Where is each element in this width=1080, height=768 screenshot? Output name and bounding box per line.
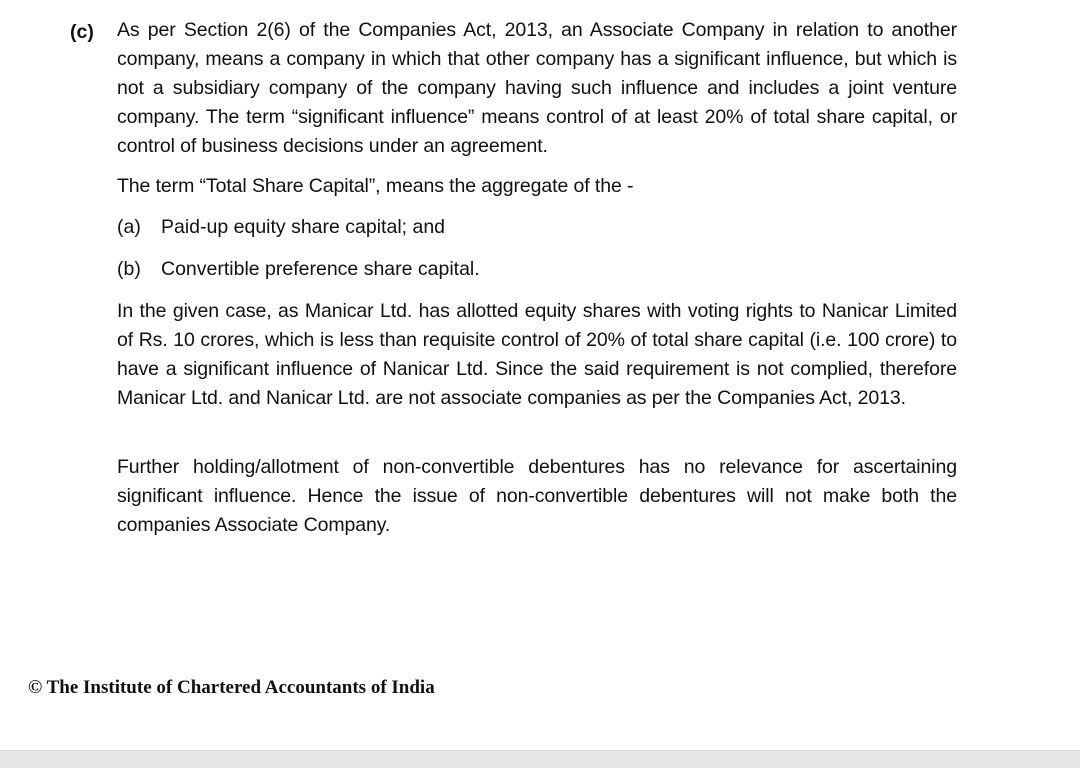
list-text: Convertible preference share capital. bbox=[161, 258, 480, 280]
list-item bbox=[117, 213, 445, 242]
footer-copyright: © The Institute of Chartered Accountants of India bbox=[28, 677, 435, 698]
paragraph-debentures: Further holding/allotment of non-convertible debentures has no relevance for ascertaining significant influence. Hence the issue of non-convertible debentures will not make both the companies Associate Company. bbox=[117, 456, 957, 536]
paragraph-total-share-capital: The term “Total Share Capital”, means the aggregate of the - bbox=[117, 175, 634, 197]
list-item bbox=[117, 255, 480, 284]
cropped-previous-line bbox=[120, 0, 680, 2]
list-marker: (b) bbox=[117, 258, 141, 280]
paragraph-definition: As per Section 2(6) of the Companies Act, 2013, an Associate Company in relation to another company, means a company in which that other company has a significant influence, but which is not a subsidiary company of the company having such influence and includes a joint venture company. The term “significant influence” means control of at least 20% of total share capital, or control of business decisions under an agreement. bbox=[117, 19, 957, 157]
question-label: (c) bbox=[70, 21, 94, 43]
list-text: Paid-up equity share capital; and bbox=[161, 216, 446, 238]
viewer-bottom-bar bbox=[0, 750, 1080, 768]
paragraph-given-case: In the given case, as Manicar Ltd. has allotted equity shares with voting rights to Nanicar Limited of Rs. 10 crores, which is less than requisite control of 20% of total share capital (i.e. 100 crore) to have a significant influence of Nanicar Ltd. Since the said requirement is not complied, therefore Manicar Ltd. and Nanicar Ltd. are not associate companies as per the Companies Act, 2013. bbox=[117, 300, 957, 409]
list-marker: (a) bbox=[117, 216, 141, 238]
